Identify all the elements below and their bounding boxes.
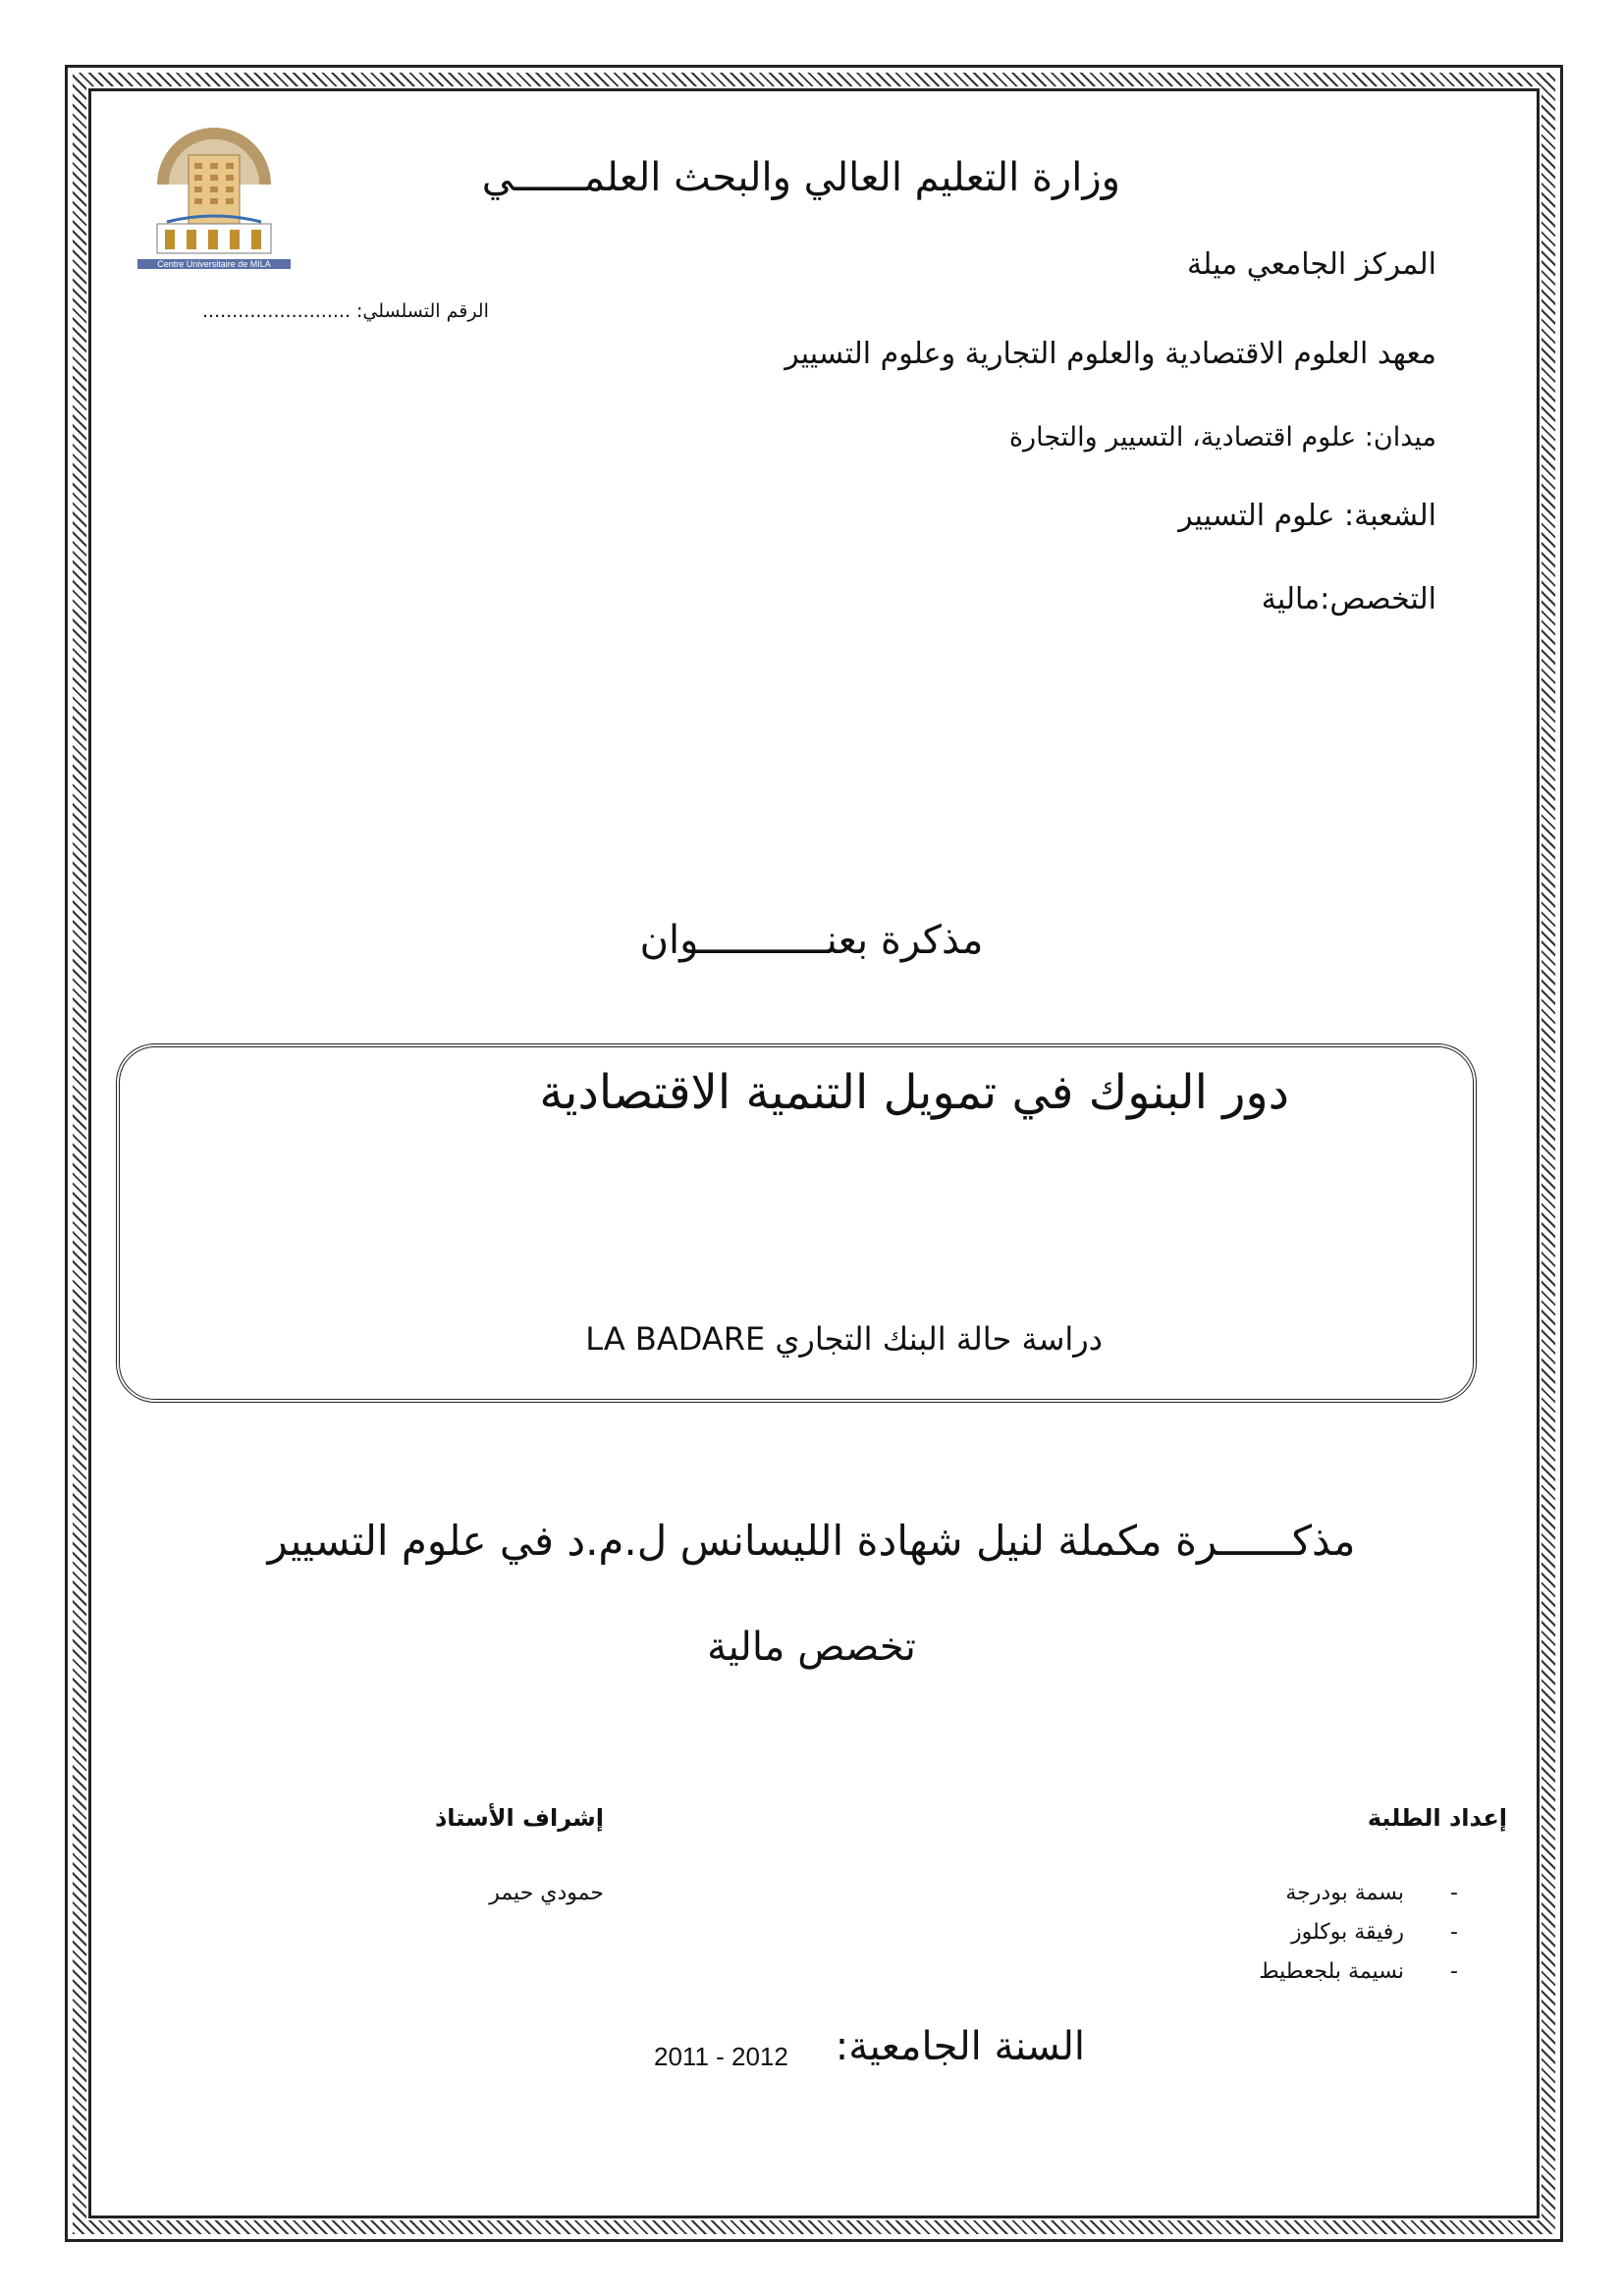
branch-line: الشعبة: علوم التسيير [1178,499,1436,533]
serial-number: الرقم التسلسلي: ......................... [202,300,489,322]
list-bullet: - [1450,1881,1458,1905]
list-bullet: - [1450,1920,1458,1945]
specialization: تخصص مالية [707,1625,916,1670]
student-name: رفيقة بوكلوز [1291,1920,1404,1945]
list-bullet: - [1450,1959,1458,1984]
list-item [1285,1881,1458,1905]
list-item [1291,1920,1458,1945]
memo-heading: مذكرة بعنـــــــــــوان [639,918,984,963]
list-item [1259,1959,1458,1984]
academic-year-value: 2011 - 2012 [654,2042,788,2071]
thesis-title: دور البنوك في تمويل التنمية الاقتصادية [539,1065,1289,1120]
logo-caption: Centre Universitaire de MILA [137,259,291,269]
specialty-line: التخصص:مالية [1261,582,1436,616]
supervisor-name: حمودي حيمر [489,1881,604,1905]
student-name: نسيمة بلجعطيط [1259,1959,1404,1984]
field-line: ميدان: علوم اقتصادية، التسيير والتجارة [1008,422,1436,453]
thesis-subtitle: دراسة حالة البنك التجاري LA BADARE [585,1320,1103,1358]
supervisor-label: إشراف الأستاذ [434,1804,604,1832]
student-name: بسمة بودرجة [1285,1881,1404,1905]
ministry-title: وزارة التعليم العالي والبحث العلمــــــي [481,155,1120,200]
university-center: المركز الجامعي ميلة [1187,247,1436,282]
degree-statement: مذكــــــرة مكملة لنيل شهادة الليسانس ل.م.د في علوم التسيير [267,1517,1356,1565]
institute-name: معهد العلوم الاقتصادية والعلوم التجارية وعلوم التسيير [784,337,1436,371]
university-logo [137,116,291,273]
academic-year-label: السنة الجامعية: [835,2024,1085,2069]
students-label: إعداد الطلبة [1367,1804,1507,1832]
